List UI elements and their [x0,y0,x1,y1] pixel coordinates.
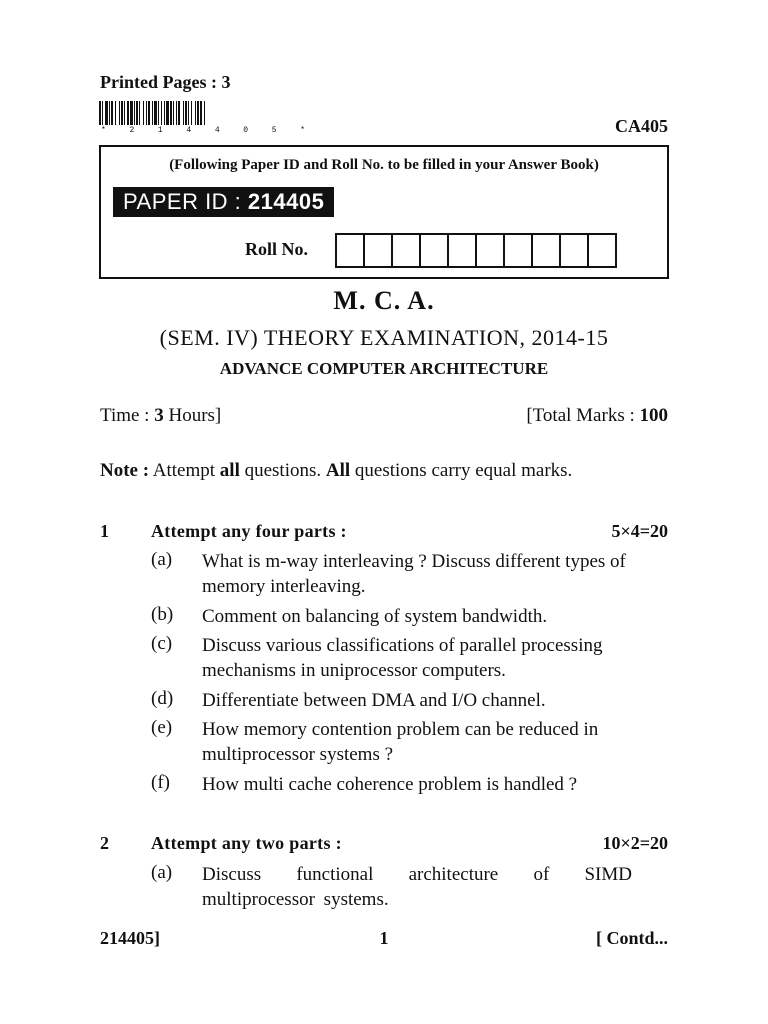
part-text: Differentiate between DMA and I/O channel. [202,690,546,711]
page-number: 1 [379,928,389,948]
roll-number-label: Roll No. [245,239,308,259]
roll-number-boxes [335,233,615,268]
part-label: (a) [151,549,173,570]
part-text: Discuss functional architecture of SIMD multiprocessor systems. [202,864,632,910]
part-label: (c) [151,633,173,654]
part-text: What is m-way interleaving ? Discuss different types of memory interleaving. [202,551,626,597]
time-suffix: Hours] [163,405,222,426]
barcode-digit: 0 [243,126,249,135]
note-text: questions carry equal marks. [350,460,573,481]
roll-digit-box [363,233,393,268]
exam-note [100,460,670,482]
roll-digit-box [419,233,449,268]
part-text: How multi cache coherence problem is handled ? [202,774,578,795]
time-prefix: Time : [100,405,155,426]
subject-title: ADVANCE COMPUTER ARCHITECTURE [219,359,549,378]
roll-digit-box [475,233,505,268]
roll-digit-box [559,233,589,268]
note-text: Attempt [149,460,220,481]
paper-id-label: PAPER ID : [123,189,242,214]
question-heading: Attempt any two parts : [151,833,342,853]
roll-digit-box [335,233,365,268]
question-number: 1 [100,521,109,541]
barcode-digit: 1 [157,126,163,135]
barcode-digit: 4 [186,126,192,135]
note-emphasis: All [325,460,351,481]
barcode-digit: 4 [214,126,220,135]
part-text: How memory contention problem can be reduced in multiprocessor systems ? [202,719,599,765]
question-marks: 5×4=20 [611,521,668,541]
roll-digit-box [587,233,617,268]
barcode [99,101,307,137]
part-text: Discuss various classifications of parallel processing mechanisms in uniprocessor computers. [202,635,603,681]
total-marks [526,405,668,427]
time-value: 3 [154,405,164,426]
answer-book-note: (Following Paper ID and Roll No. to be filled in your Answer Book) [169,157,599,173]
paper-id-box [99,145,669,279]
barcode-digit: 2 [129,126,135,135]
footer-paper-code: 214405] [100,928,160,948]
part-label: (e) [151,717,173,738]
roll-digit-box [531,233,561,268]
barcode-digit: * [300,126,305,135]
part-label: (d) [151,688,174,709]
question-heading: Attempt any four parts : [151,521,347,541]
paper-id-value: 214405 [247,189,325,214]
roll-digit-box [447,233,477,268]
part-label: (b) [151,604,174,625]
barcode-digit: 5 [271,126,277,135]
question-number: 2 [100,833,109,853]
part-label: (a) [151,862,173,883]
note-label: Note : [100,460,150,481]
barcode-digit: * [101,126,106,135]
note-emphasis: all [219,460,240,481]
printed-pages: Printed Pages : 3 [100,72,231,92]
marks-value: 100 [639,405,668,426]
paper-code: CA405 [615,116,668,136]
marks-prefix: [Total Marks : [526,405,640,426]
continued-label: [ Contd... [595,928,668,948]
barcode-bars [99,101,307,125]
part-label: (f) [151,772,170,793]
roll-digit-box [391,233,421,268]
note-text: questions. [239,460,326,481]
exam-title: (SEM. IV) THEORY EXAMINATION, 2014-15 [159,325,609,350]
question-marks: 10×2=20 [602,833,668,853]
barcode-digits [99,126,307,135]
part-text: Comment on balancing of system bandwidth. [202,606,548,627]
degree-title: M. C. A. [333,286,435,315]
barcode-bar [205,101,206,125]
paper-id-block [113,187,334,217]
exam-time [100,405,221,427]
roll-digit-box [503,233,533,268]
